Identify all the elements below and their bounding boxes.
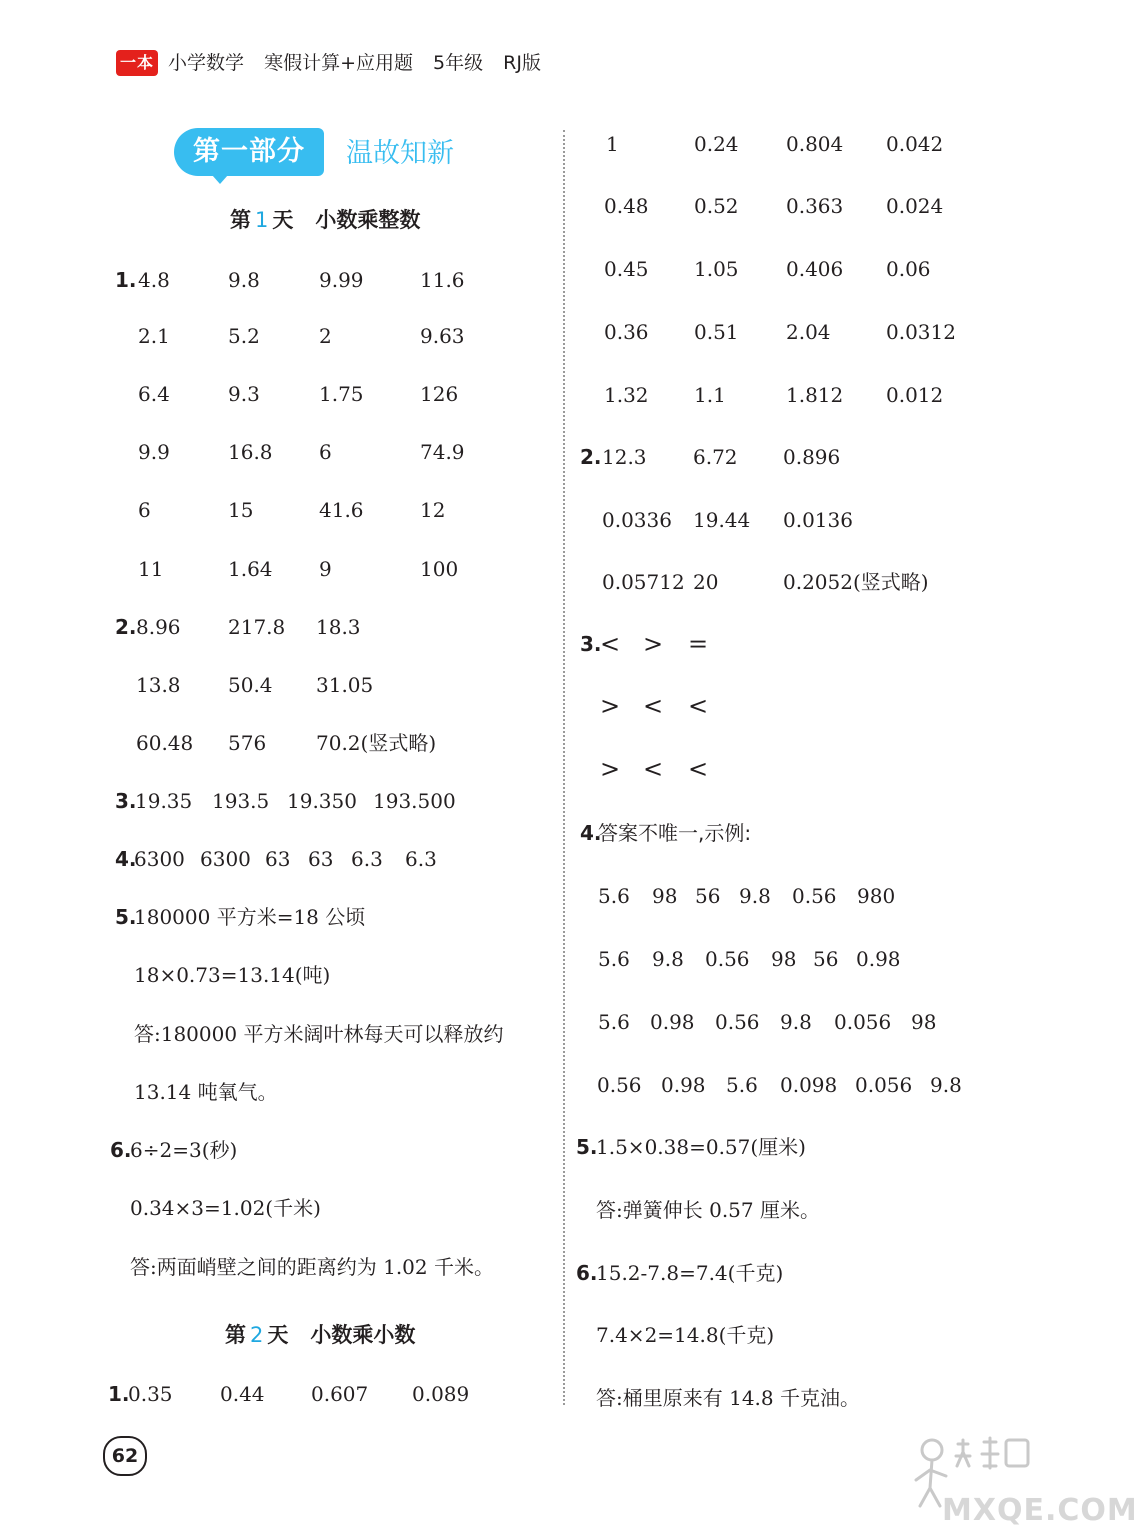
- answer-cell: 41.6: [319, 498, 364, 522]
- day1-suffix: 天: [272, 208, 294, 232]
- answer-cell: 12.3: [602, 445, 647, 469]
- answer-cell: 15: [228, 498, 254, 522]
- answer-cell: 50.4: [228, 673, 273, 697]
- comparison-sign: <: [688, 755, 709, 783]
- solution-line: 15.2-7.8=7.4(千克): [596, 1261, 784, 1285]
- comparison-sign: =: [688, 630, 709, 658]
- answer-cell: 5.6: [598, 884, 630, 908]
- answer-cell: 56: [695, 884, 721, 908]
- glyph-an-icon: [982, 1438, 998, 1468]
- answer-cell: 9.8: [228, 268, 260, 292]
- answer-cell: 6300: [200, 847, 251, 871]
- comparison-sign: <: [643, 692, 664, 720]
- d2-q1-label: 1.: [108, 1382, 130, 1406]
- day2-title: [225, 1320, 415, 1350]
- r-q3-label: 3.: [580, 632, 602, 656]
- answer-cell: 0.56: [705, 947, 750, 971]
- answer-cell: 1.05: [694, 257, 739, 281]
- answer-cell: 0.042: [886, 132, 944, 156]
- answer-cell: 13.8: [136, 673, 181, 697]
- answer-cell: 0.56: [715, 1010, 760, 1034]
- answer-cell: 9: [319, 557, 332, 581]
- q4-intro: 答案不唯一,示例:: [598, 821, 752, 845]
- answer-cell: 11.6: [420, 268, 465, 292]
- answer-cell: 0.0336: [602, 508, 672, 532]
- answer-cell: 5.6: [726, 1073, 758, 1097]
- day2-topic: 小数乘小数: [310, 1323, 416, 1347]
- answer-cell: 4.8: [138, 268, 170, 292]
- answer-cell: 56: [813, 947, 839, 971]
- day2-suffix: 天: [267, 1323, 289, 1347]
- book-header: [168, 50, 555, 76]
- answer-cell: 576: [228, 731, 267, 755]
- answer-line: 答:180000 平方米阔叶林每天可以释放约: [134, 1022, 504, 1046]
- answer-cell: 0.896: [783, 445, 841, 469]
- r-q6-label: 6.: [576, 1261, 598, 1285]
- answer-cell: 217.8: [228, 615, 286, 639]
- answer-line: 答:弹簧伸长 0.57 厘米。: [596, 1198, 820, 1222]
- answer-cell: 0.48: [604, 194, 649, 218]
- answer-cell: 31.05: [316, 673, 374, 697]
- answer-cell: 0.45: [604, 257, 649, 281]
- answer-cell: 9.3: [228, 382, 260, 406]
- answer-cell: 20: [693, 570, 719, 594]
- answer-cell: 0.51: [694, 320, 739, 344]
- answer-cell: 6: [138, 498, 151, 522]
- section-label: 第一部分: [174, 128, 324, 176]
- q5-label: 5.: [115, 905, 137, 929]
- answer-cell: 0.607: [311, 1382, 369, 1406]
- answer-cell: 2.04: [786, 320, 831, 344]
- glyph-da-icon: [956, 1440, 970, 1466]
- answer-cell: 19.350: [287, 789, 357, 813]
- answer-cell: 0.56: [597, 1073, 642, 1097]
- header-book: 寒假计算+应用题: [264, 52, 413, 74]
- answer-cell: 0.98: [661, 1073, 706, 1097]
- column-divider: [563, 130, 565, 1405]
- answer-cell: 0.406: [786, 257, 844, 281]
- answer-cell: 6.72: [693, 445, 738, 469]
- answer-line: 答:两面峭壁之间的距离约为 1.02 千米。: [130, 1255, 494, 1279]
- answer-cell: 9.8: [652, 947, 684, 971]
- answer-cell: 19.44: [693, 508, 751, 532]
- r-q4-label: 4.: [580, 821, 602, 845]
- answer-cell: 98: [652, 884, 678, 908]
- answer-cell: 74.9: [420, 440, 465, 464]
- answer-cell: 9.63: [420, 324, 465, 348]
- answer-cell: 1.32: [604, 383, 649, 407]
- answer-cell: 980: [857, 884, 896, 908]
- answer-cell: 0.05712: [602, 570, 685, 594]
- answer-cell: 0.012: [886, 383, 944, 407]
- r-q2-label: 2.: [580, 445, 602, 469]
- day1-number: 1: [255, 208, 269, 232]
- q2-label: 2.: [115, 615, 137, 639]
- answer-cell: 63: [308, 847, 334, 871]
- answer-cell: 1.64: [228, 557, 273, 581]
- answer-cell: 193.5: [212, 789, 270, 813]
- answer-cell: 63: [265, 847, 291, 871]
- answer-cell: 0.98: [856, 947, 901, 971]
- comparison-sign: >: [600, 692, 621, 720]
- answer-cell: 98: [771, 947, 797, 971]
- answer-cell: 0.804: [786, 132, 844, 156]
- page-number: 62: [103, 1436, 147, 1476]
- answer-cell: 1.812: [786, 383, 844, 407]
- section-subtitle: 温故知新: [346, 138, 454, 169]
- watermark-text: MXQE.COM: [942, 1493, 1138, 1528]
- comparison-sign: >: [643, 630, 664, 658]
- answer-line: 答:桶里原来有 14.8 千克油。: [596, 1386, 860, 1410]
- answer-cell: 100: [420, 557, 459, 581]
- solution-line: 18×0.73=13.14(吨): [134, 963, 331, 987]
- comparison-sign: <: [643, 755, 664, 783]
- answer-cell: 0.56: [792, 884, 837, 908]
- answer-cell: 0.2052(竖式略): [783, 570, 929, 594]
- answer-cell: 98: [911, 1010, 937, 1034]
- answer-cell: 16.8: [228, 440, 273, 464]
- answer-cell: 0.056: [855, 1073, 913, 1097]
- answer-cell: 2: [319, 324, 332, 348]
- q4-label: 4.: [115, 847, 137, 871]
- answer-cell: 126: [420, 382, 459, 406]
- answer-cell: 9.99: [319, 268, 364, 292]
- answer-cell: 0.0312: [886, 320, 956, 344]
- answer-cell: 5.6: [598, 947, 630, 971]
- figure-head-icon: [922, 1440, 942, 1460]
- day2-prefix: 第: [225, 1323, 246, 1347]
- answer-cell: 0.056: [834, 1010, 892, 1034]
- answer-line: 13.14 吨氧气。: [134, 1080, 278, 1104]
- answer-cell: 11: [138, 557, 164, 581]
- header-edition: RJ版: [503, 52, 541, 74]
- comparison-sign: >: [600, 755, 621, 783]
- answer-cell: 9.8: [780, 1010, 812, 1034]
- answer-cell: 6.3: [351, 847, 383, 871]
- header-grade: 5年级: [433, 52, 484, 74]
- answer-cell: 0.363: [786, 194, 844, 218]
- answer-cell: 12: [420, 498, 446, 522]
- answer-cell: 0.06: [886, 257, 931, 281]
- answer-cell: 0.24: [694, 132, 739, 156]
- solution-line: 0.34×3=1.02(千米): [130, 1196, 321, 1220]
- answer-cell: 5.2: [228, 324, 260, 348]
- solution-line: 7.4×2=14.8(千克): [596, 1323, 775, 1347]
- answer-cell: 1.1: [694, 383, 726, 407]
- glyph-quan-icon: [1006, 1440, 1028, 1466]
- solution-line: 180000 平方米=18 公顷: [134, 905, 366, 929]
- day1-title: [230, 205, 420, 235]
- answer-cell: 6.3: [405, 847, 437, 871]
- r-q5-label: 5.: [576, 1135, 598, 1159]
- answer-cell: 60.48: [136, 731, 194, 755]
- answer-cell: 6.4: [138, 382, 170, 406]
- answer-cell: 0.35: [128, 1382, 173, 1406]
- answer-cell: 0.52: [694, 194, 739, 218]
- solution-line: 1.5×0.38=0.57(厘米): [596, 1135, 806, 1159]
- answer-cell: 1.75: [319, 382, 364, 406]
- answer-cell: 0.0136: [783, 508, 853, 532]
- brand-logo: 一本: [116, 50, 158, 76]
- day2-number: 2: [250, 1323, 264, 1347]
- comparison-sign: <: [600, 630, 621, 658]
- answer-cell: 1: [606, 132, 619, 156]
- answer-cell: 70.2(竖式略): [316, 731, 437, 755]
- q3-label: 3.: [115, 789, 137, 813]
- answer-cell: 0.098: [780, 1073, 838, 1097]
- answer-cell: 0.36: [604, 320, 649, 344]
- answer-cell: 6300: [134, 847, 185, 871]
- answer-cell: 5.6: [598, 1010, 630, 1034]
- comparison-sign: <: [688, 692, 709, 720]
- header-subject: 小学数学: [168, 52, 245, 74]
- answer-cell: 0.98: [650, 1010, 695, 1034]
- answer-cell: 193.500: [373, 789, 456, 813]
- solution-line: 6÷2=3(秒): [130, 1138, 238, 1162]
- answer-cell: 0.024: [886, 194, 944, 218]
- q1-label: 1.: [115, 268, 137, 292]
- answer-cell: 18.3: [316, 615, 361, 639]
- answer-cell: 9.9: [138, 440, 170, 464]
- answer-cell: 0.44: [220, 1382, 265, 1406]
- answer-cell: 6: [319, 440, 332, 464]
- answer-cell: 0.089: [412, 1382, 470, 1406]
- day1-prefix: 第: [230, 208, 251, 232]
- answer-cell: 2.1: [138, 324, 170, 348]
- q6-label: 6.: [110, 1138, 132, 1162]
- answer-cell: 9.8: [930, 1073, 962, 1097]
- answer-cell: 19.35: [135, 789, 193, 813]
- day1-topic: 小数乘整数: [315, 208, 421, 232]
- answer-cell: 8.96: [136, 615, 181, 639]
- answer-cell: 9.8: [739, 884, 771, 908]
